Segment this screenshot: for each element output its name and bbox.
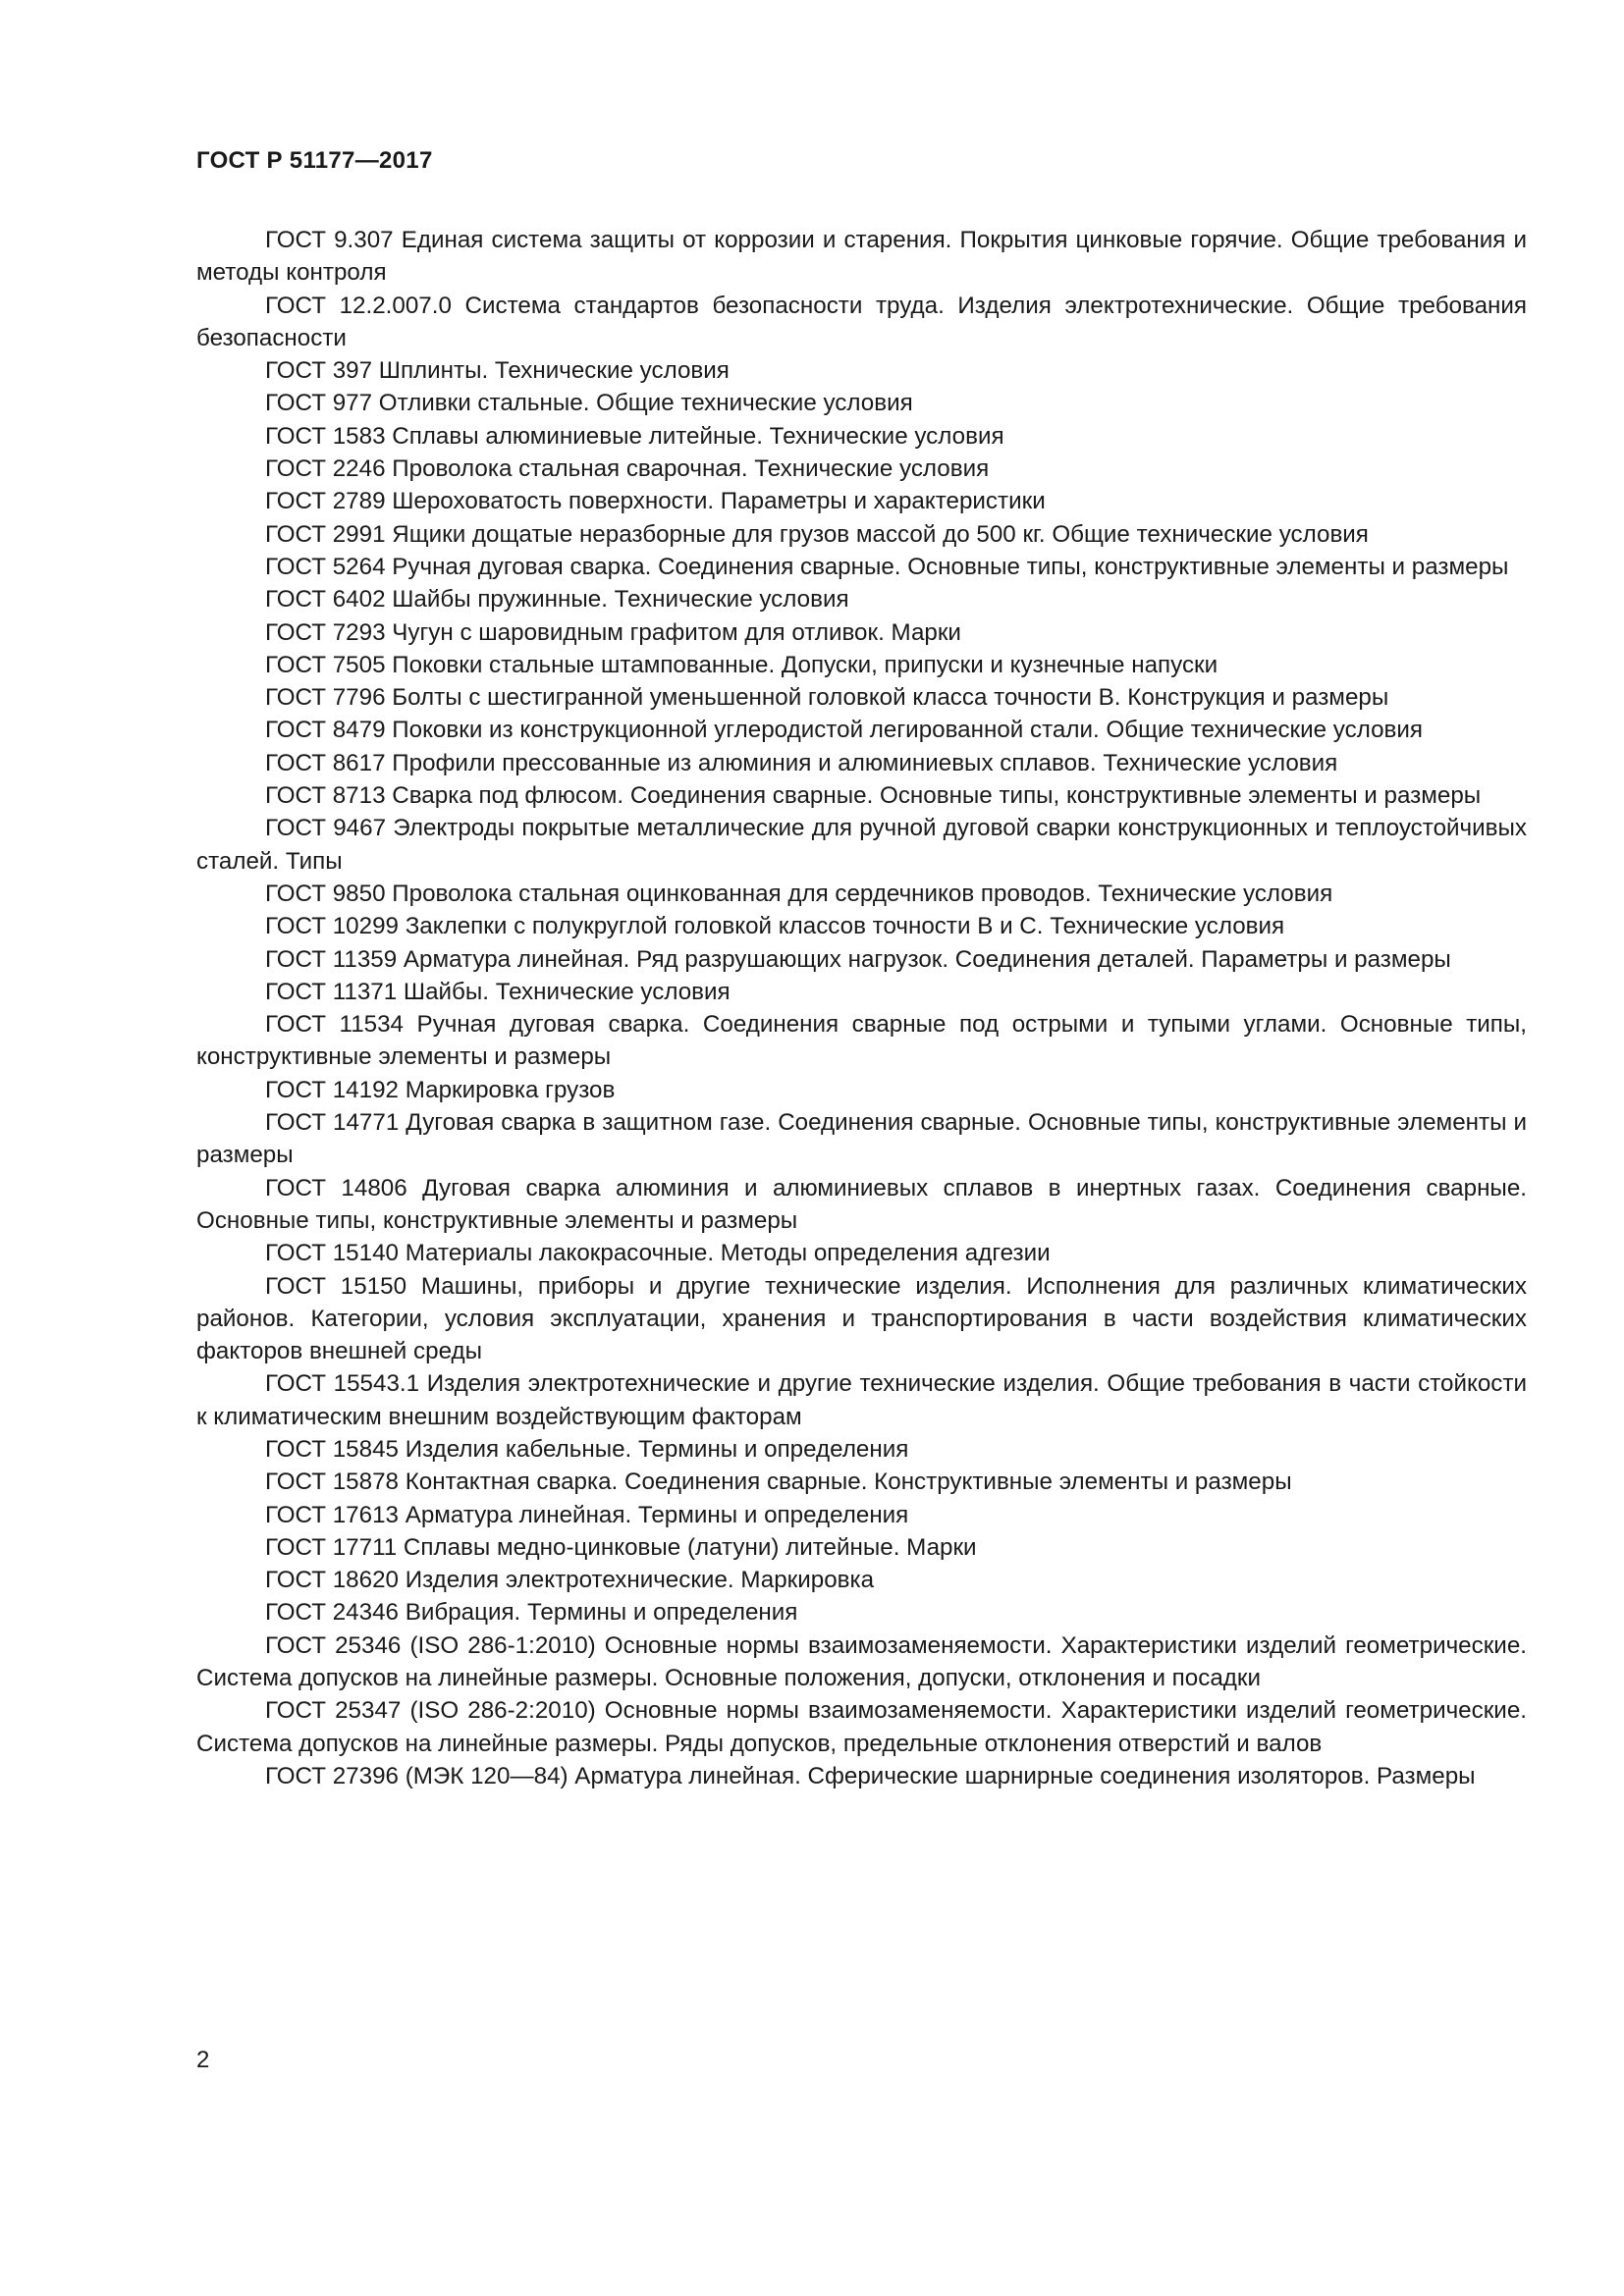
- reference-entry: ГОСТ 14806 Дуговая сварка алюминия и алюминиевых сплавов в инертных газах. Соединения сварные. Основные типы, конструктивные элементы и размеры: [196, 1174, 1527, 1234]
- reference-entry: ГОСТ 12.2.007.0 Система стандартов безопасности труда. Изделия электротехнические. Общие требования безопасности: [196, 292, 1527, 351]
- reference-entry: ГОСТ 5264 Ручная дуговая сварка. Соединения сварные. Основные типы, конструктивные элементы и размеры: [265, 553, 1509, 580]
- reference-entry: ГОСТ 9.307 Единая система защиты от коррозии и старения. Покрытия цинковые горячие. Общие требования и методы контроля: [196, 227, 1527, 287]
- reference-entry: ГОСТ 7293 Чугун с шаровидным графитом для отливок. Марки: [265, 618, 961, 646]
- reference-entry: ГОСТ 11534 Ручная дуговая сварка. Соединения сварные под острыми и тупыми углами. Основные типы, конструктивные элементы и размеры: [196, 1011, 1527, 1071]
- reference-entry: ГОСТ 25346 (ISO 286-1:2010) Основные нормы взаимозаменяемости. Характеристики изделий геометрические. Система допусков на линейные размеры. Основные положения, допуски, отклонения и посадки: [196, 1631, 1527, 1692]
- reference-entry: ГОСТ 15878 Контактная сварка. Соединения сварные. Конструктивные элементы и размеры: [265, 1468, 1292, 1496]
- reference-entry: ГОСТ 8479 Поковки из конструкционной углеродистой легированной стали. Общие технические условия: [265, 717, 1424, 744]
- reference-entry: ГОСТ 2991 Ящики дощатые неразборные для грузов массой до 500 кг. Общие технические условия: [265, 520, 1369, 548]
- reference-entry: ГОСТ 9467 Электроды покрытые металлические для ручной дуговой сварки конструкционных и теплоустойчивых сталей. Типы: [196, 815, 1527, 875]
- reference-entry: ГОСТ 10299 Заклепки с полукруглой головкой классов точности В и С. Технические условия: [265, 913, 1285, 940]
- reference-entry: ГОСТ 7796 Болты с шестигранной уменьшенной головкой класса точности В. Конструкция и размеры: [265, 684, 1389, 712]
- reference-entry: ГОСТ 15150 Машины, приборы и другие технические изделия. Исполнения для различных климатических районов. Категории, условия эксплуатации, хранения и транспортирования в части воздействия климатических факторов внешней среды: [196, 1272, 1527, 1365]
- reference-entry: ГОСТ 14771 Дуговая сварка в защитном газе. Соединения сварные. Основные типы, конструктивные элементы и размеры: [196, 1109, 1527, 1169]
- reference-entry: ГОСТ 7505 Поковки стальные штампованные. Допуски, припуски и кузнечные напуски: [265, 651, 1218, 678]
- reference-entry: ГОСТ 15140 Материалы лакокрасочные. Методы определения адгезии: [265, 1240, 1051, 1267]
- reference-entry: ГОСТ 11359 Арматура линейная. Ряд разрушающих нагрузок. Соединения деталей. Параметры и размеры: [265, 945, 1451, 973]
- reference-entry: ГОСТ 2789 Шероховатость поверхности. Параметры и характеристики: [265, 488, 1046, 515]
- reference-entry: ГОСТ 17711 Сплавы медно-цинковые (латуни) литейные. Марки: [265, 1533, 977, 1561]
- reference-entry: ГОСТ 2246 Проволока стальная сварочная. Технические условия: [265, 455, 990, 483]
- reference-entry: ГОСТ 11371 Шайбы. Технические условия: [265, 978, 731, 1005]
- reference-entry: ГОСТ 6402 Шайбы пружинные. Технические условия: [265, 586, 849, 614]
- reference-entry: ГОСТ 24346 Вибрация. Термины и определения: [265, 1599, 798, 1627]
- reference-entry: ГОСТ 8713 Сварка под флюсом. Соединения сварные. Основные типы, конструктивные элементы и размеры: [265, 782, 1482, 810]
- reference-entry: ГОСТ 977 Отливки стальные. Общие технические условия: [265, 390, 913, 417]
- reference-entry: ГОСТ 15543.1 Изделия электротехнические и другие технические изделия. Общие требования в части стойкости к климатическим внешним воздействующим факторам: [196, 1370, 1527, 1430]
- page-number: 2: [196, 2047, 210, 2073]
- normative-references-list: [196, 224, 1527, 1792]
- reference-entry: ГОСТ 27396 (МЭК 120—84) Арматура линейная. Сферические шарнирные соединения изоляторов. Размеры: [265, 1762, 1476, 1789]
- reference-entry: ГОСТ 397 Шплинты. Технические условия: [265, 357, 730, 385]
- reference-entry: ГОСТ 15845 Изделия кабельные. Термины и определения: [265, 1435, 909, 1463]
- reference-entry: ГОСТ 17613 Арматура линейная. Термины и определения: [265, 1501, 909, 1528]
- reference-entry: ГОСТ 18620 Изделия электротехнические. Маркировка: [265, 1567, 875, 1594]
- reference-entry: ГОСТ 9850 Проволока стальная оцинкованная для сердечников проводов. Технические условия: [265, 880, 1333, 907]
- reference-entry: ГОСТ 14192 Маркировка грузов: [265, 1076, 616, 1103]
- reference-entry: ГОСТ 8617 Профили прессованные из алюминия и алюминиевых сплавов. Технические условия: [265, 749, 1338, 776]
- document-header: ГОСТ Р 51177—2017: [196, 147, 433, 174]
- reference-entry: ГОСТ 25347 (ISO 286-2:2010) Основные нормы взаимозаменяемости. Характеристики изделий геометрические. Система допусков на линейные размеры. Ряды допусков, предельные отклонения отверстий и валов: [196, 1697, 1527, 1757]
- reference-entry: ГОСТ 1583 Сплавы алюминиевые литейные. Технические условия: [265, 422, 1004, 450]
